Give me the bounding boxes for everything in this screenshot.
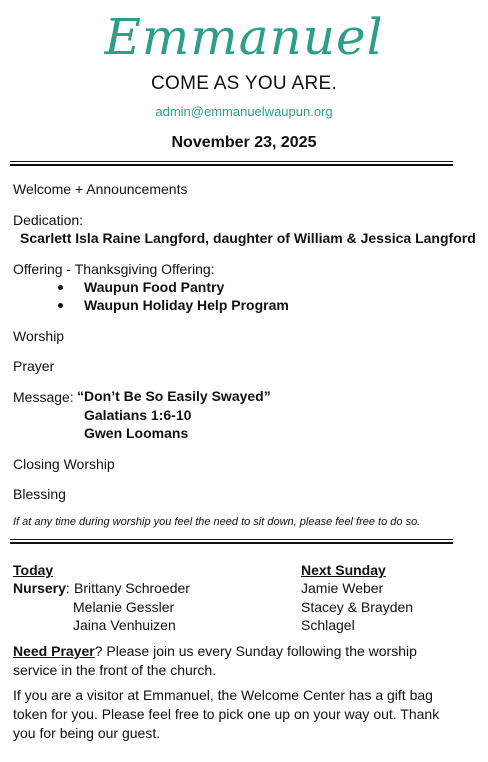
nursery-label: Nursery — [13, 580, 66, 596]
prayer-item: Prayer — [13, 358, 55, 374]
next-volunteer: Jamie Weber — [301, 580, 384, 596]
offering-item: Waupun Holiday Help Program — [58, 297, 358, 314]
today-heading: Today — [13, 562, 54, 578]
offering-item: Waupun Food Pantry — [58, 279, 358, 296]
church-logo: Emmanuel — [104, 8, 384, 66]
message-scripture: Galatians 1:6-10 — [84, 407, 192, 423]
message-speaker: Gwen Loomans — [84, 425, 189, 441]
dedication-label: Dedication: — [13, 212, 84, 228]
worship-item: Worship — [13, 328, 65, 344]
sit-down-note: If at any time during worship you feel the need to sit down, please feel free to do so. — [13, 516, 421, 528]
next-volunteer: Stacey & Brayden — [301, 599, 414, 615]
blessing-item: Blessing — [13, 486, 66, 502]
top-divider — [10, 161, 453, 166]
today-volunteer: Jaina Venhuizen — [73, 617, 176, 633]
next-volunteer: Schlagel — [301, 617, 355, 633]
message-label: Message: — [13, 389, 74, 405]
tagline: COME AS YOU ARE. — [150, 73, 338, 94]
nursery-colon: : — [65, 580, 70, 596]
need-prayer-paragraph — [13, 642, 453, 680]
service-date: November 23, 2025 — [171, 134, 317, 151]
nursery-label-row — [13, 580, 70, 597]
email-address[interactable]: admin@emmanuelwaupun.org — [155, 104, 333, 119]
need-prayer-text: ? Please join us every Sunday following the worship service in the front of the church. — [13, 643, 417, 678]
message-title: “Don’t Be So Easily Swayed” — [77, 388, 271, 404]
visitor-paragraph: If you are a visitor at Emmanuel, the Welcome Center has a gift bag token for you. Please feel free to pick one up on your way out. Thank you for being our guest. — [13, 687, 440, 741]
bullet-icon — [58, 285, 63, 290]
dedication-detail: Scarlett Isla Raine Langford, daughter of William & Jessica Langford — [20, 230, 476, 246]
next-sunday-heading: Next Sunday — [301, 562, 386, 578]
offering-label: Offering - Thanksgiving Offering: — [13, 261, 215, 277]
today-volunteer: Melanie Gessler — [73, 599, 175, 615]
welcome-item: Welcome + Announcements — [13, 181, 188, 197]
today-volunteer: Brittany Schroeder — [74, 580, 190, 596]
bullet-icon — [58, 303, 63, 308]
need-prayer-label: Need Prayer — [13, 643, 95, 659]
bottom-divider — [10, 539, 453, 544]
closing-worship-item: Closing Worship — [13, 456, 115, 472]
